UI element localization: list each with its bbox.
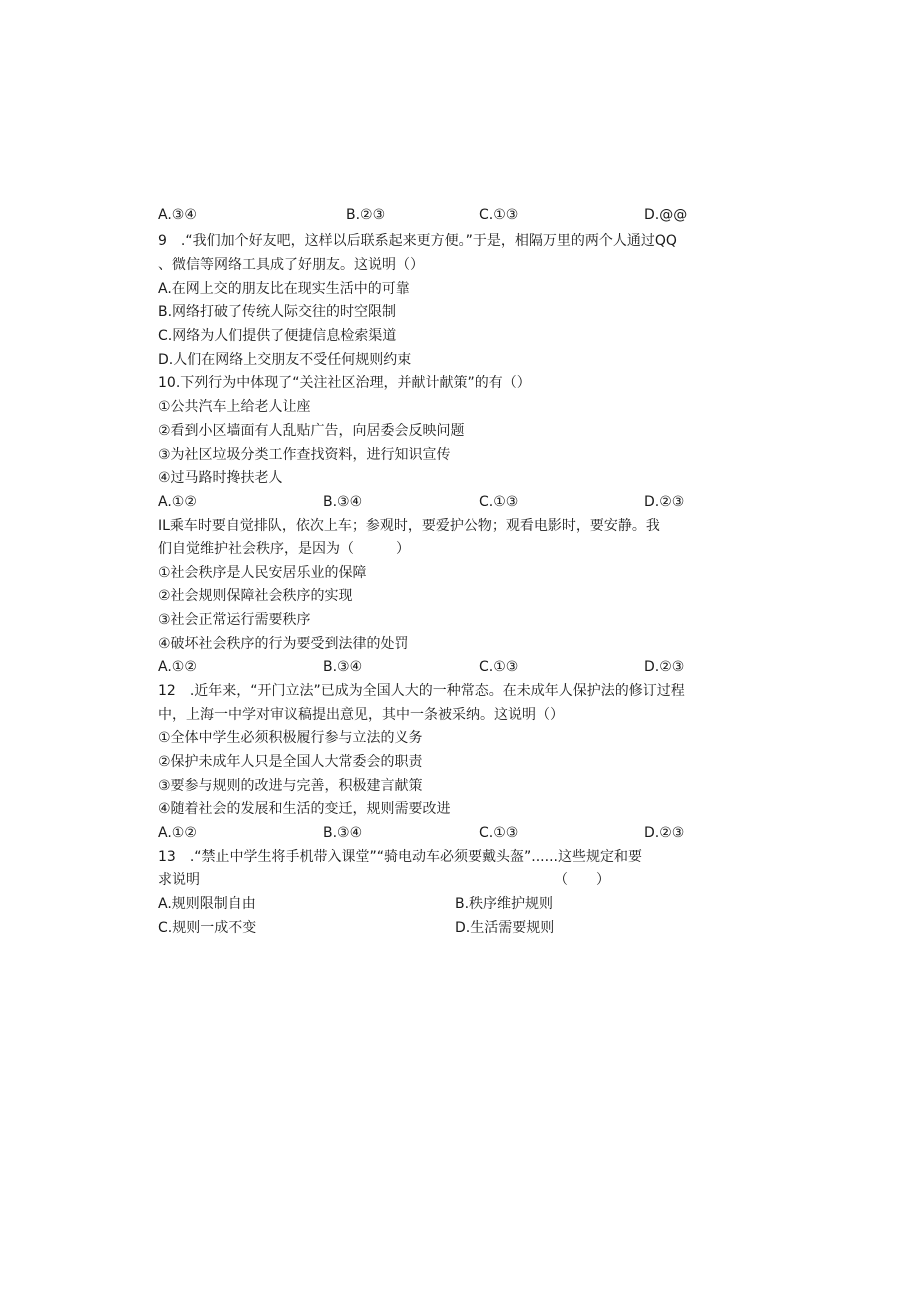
q8-option-d: D.@@: [644, 207, 688, 223]
q8-option-c: C.①③: [479, 207, 519, 223]
q10-option-d: D.②③: [644, 494, 685, 510]
q11-stem-line-1: IL乘车时要自觉排队，依次上车；参观时，要爱护公物；观看电影时，要安静。我: [158, 518, 660, 534]
q12-stem-line-1: 12 .近年来，“开门立法”已成为全国人大的一种常态。在未成年人保护法的修订过程: [158, 683, 685, 699]
q9-choice-d: D.人们在网络上交朋友不受任何规则约束: [158, 352, 412, 368]
q13-choice-a: A.规则限制自由: [158, 896, 256, 912]
q12-stem-line-2: 中，上海一中学对审议稿提出意见，其中一条被采纳。这说明（）: [158, 707, 564, 723]
q10-item-1: ①公共汽车上给老人让座: [158, 399, 311, 415]
q9-choice-b: B.网络打破了传统人际交往的时空限制: [158, 304, 397, 320]
q9-choice-a: A.在网上交的朋友比在现实生活中的可靠: [158, 281, 410, 297]
q12-item-3: ③要参与规则的改进与完善，积极建言献策: [158, 778, 423, 794]
q11-option-d: D.②③: [644, 659, 685, 675]
q10-item-3: ③为社区垃圾分类工作查找资料，进行知识宣传: [158, 447, 451, 463]
q8-option-a: A.③④: [158, 207, 197, 223]
q13-answer-paren: （ ）: [554, 872, 610, 888]
q13-choice-b: B.秩序维护规则: [455, 896, 554, 912]
q11-item-3: ③社会正常运行需要秩序: [158, 612, 311, 628]
q10-option-a: A.①②: [158, 494, 197, 510]
q9-stem-line-2: 、微信等网络工具成了好朋友。这说明（）: [158, 257, 424, 273]
q13-stem-line-2: 求说明: [158, 872, 200, 888]
q10-stem: 10.下列行为中体现了“关注社区治理，并献计献策”的有（）: [158, 375, 531, 391]
q11-option-b: B.③④: [323, 659, 363, 675]
q10-item-4: ④过马路时搀扶老人: [158, 470, 283, 486]
q11-option-c: C.①③: [479, 659, 519, 675]
q10-option-b: B.③④: [323, 494, 363, 510]
q13-stem-line-1: 13 .“禁止中学生将手机带入课堂”“骑电动车必须要戴头盔”......这些规定和要: [158, 849, 642, 865]
q11-item-4: ④破坏社会秩序的行为要受到法律的处罚: [158, 636, 409, 652]
q11-item-1: ①社会秩序是人民安居乐业的保障: [158, 565, 367, 581]
q8-option-b: B.②③: [346, 207, 386, 223]
q11-stem-line-2: 们自觉维护社会秩序，是因为（ ）: [158, 541, 410, 557]
q12-item-1: ①全体中学生必须积极履行参与立法的义务: [158, 730, 423, 746]
q13-choice-d: D.生活需要规则: [455, 920, 555, 936]
q12-option-c: C.①③: [479, 825, 519, 841]
q9-choice-c: C.网络为人们提供了便捷信息检索渠道: [158, 328, 397, 344]
q12-option-a: A.①②: [158, 825, 197, 841]
q13-choice-c: C.规则一成不变: [158, 920, 257, 936]
q11-item-2: ②社会规则保障社会秩序的实现: [158, 588, 353, 604]
q12-item-2: ②保护未成年人只是全国人大常委会的职责: [158, 754, 423, 770]
q11-option-a: A.①②: [158, 659, 197, 675]
q12-option-b: B.③④: [323, 825, 363, 841]
q10-option-c: C.①③: [479, 494, 519, 510]
q9-stem-line-1: 9 .“我们加个好友吧，这样以后联系起来更方便。”于是，相隔万里的两个人通过QQ: [158, 233, 677, 249]
q12-option-d: D.②③: [644, 825, 685, 841]
q12-item-4: ④随着社会的发展和生活的变迁，规则需要改进: [158, 801, 451, 817]
q10-item-2: ②看到小区墙面有人乱贴广告，向居委会反映问题: [158, 423, 465, 439]
